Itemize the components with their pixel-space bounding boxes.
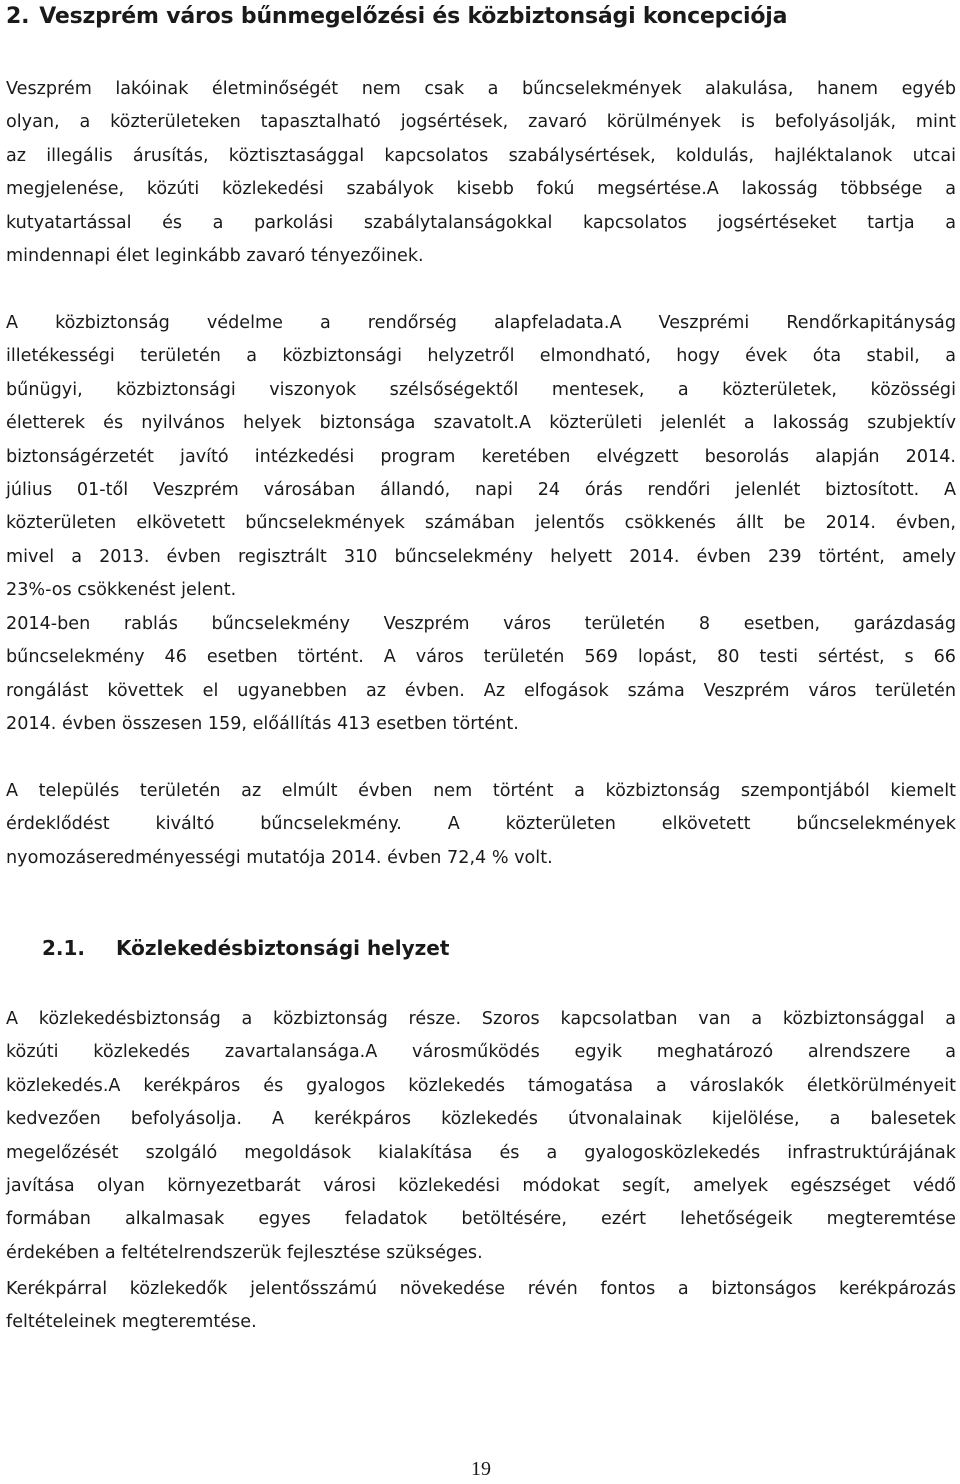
text-line: 2014. évben összesen 159, előállítás 413 esetben történt. — [6, 714, 519, 735]
text-line: olyan, a közterületeken tapasztalható jogsértések, zavaró körülmények is befolyásolják, mint — [6, 112, 956, 133]
text-line: kedvezően befolyásolja. A kerékpáros közlekedés útvonalainak kijelölése, a balesetek — [6, 1109, 956, 1130]
text-line: életterek és nyilvános helyek biztonsága szavatolt.A közterületi jelenlét a lakosság szubjektív — [6, 413, 956, 434]
text-line: A közbiztonság védelme a rendőrség alapfeladata.A Veszprémi Rendőrkapitányság — [6, 313, 956, 333]
text-line: kutyatartással és a parkolási szabálytalanságokkal kapcsolatos jogsértéseket tartja a — [6, 212, 956, 233]
paragraph-public-safety — [6, 307, 956, 608]
section-title: Veszprém város bűnmegelőzési és közbiztonsági koncepciója — [39, 4, 788, 29]
paragraph-crime-stats — [6, 608, 956, 742]
text-line: Veszprém lakóinak életminőségét nem csak a bűncselekmények alakulása, hanem egyéb — [6, 79, 956, 99]
text-line: A település területén az elmúlt évben nem történt a közbiztonság szempontjából kiemelt — [6, 781, 956, 801]
paragraph-investigation — [6, 775, 956, 875]
paragraph-traffic-safety — [6, 1003, 956, 1270]
text-line: érdeklődést kiváltó bűncselekmény. A közterületen elkövetett bűncselekmények — [6, 814, 956, 835]
paragraph-cycling — [6, 1273, 956, 1340]
text-line: közlekedés.A kerékpáros és gyalogos közlekedés támogatása a városlakók életkörülményeit — [6, 1075, 956, 1096]
text-line: feltételeinek megteremtése. — [6, 1312, 257, 1333]
page-number: 19 — [471, 1458, 491, 1480]
subsection-heading — [42, 936, 449, 960]
text-line: illetékességi területén a közbiztonsági helyzetről elmondható, hogy évek óta stabil, a — [6, 346, 956, 367]
text-line: javítása olyan környezetbarát városi közlekedési módokat segít, amelyek egészséget védő — [6, 1176, 956, 1197]
text-line: megjelenése, közúti közlekedési szabályok kisebb fokú megsértése.A lakosság többsége a — [6, 179, 956, 200]
text-line: 2014-ben rablás bűncselekmény Veszprém város területén 8 esetben, garázdaság — [6, 614, 956, 634]
subsection-title: Közlekedésbiztonsági helyzet — [116, 936, 450, 960]
document-page — [6, 0, 956, 1484]
text-line: érdekében a feltételrendszerük fejlesztése szükséges. — [6, 1242, 483, 1263]
section-heading — [6, 4, 787, 29]
text-line: megelőzését szolgáló megoldások kialakítása és a gyalogosközlekedés infrastruktúrájának — [6, 1142, 956, 1163]
text-line: bűncselekmény 46 esetben történt. A város területén 569 lopást, 80 testi sértést, s 66 — [6, 647, 956, 668]
text-line: Kerékpárral közlekedők jelentősszámú növekedése révén fontos a biztonságos kerékpározás — [6, 1279, 956, 1299]
text-line: mindennapi élet leginkább zavaró tényezőinek. — [6, 246, 424, 267]
subsection-number: 2.1. — [42, 936, 86, 960]
paragraph-intro — [6, 73, 956, 273]
text-line: közúti közlekedés zavartalansága.A városműködés egyik meghatározó alrendszere a — [6, 1042, 956, 1063]
text-line: nyomozáseredményességi mutatója 2014. évben 72,4 % volt. — [6, 847, 553, 868]
text-line: július 01-től Veszprém városában állandó, napi 24 órás rendőri jelenlét biztosított. A — [6, 480, 956, 501]
text-line: közterületen elkövetett bűncselekmények számában jelentős csökkenés állt be 2014. évben, — [6, 513, 956, 534]
text-line: biztonságérzetét javító intézkedési program keretében elvégzett besorolás alapján 2014. — [6, 446, 956, 467]
text-line: A közlekedésbiztonság a közbiztonság része. Szoros kapcsolatban van a közbiztonsággal a — [6, 1009, 956, 1029]
section-number: 2. — [6, 4, 30, 29]
text-line: az illegális árusítás, köztisztasággal kapcsolatos szabálysértések, koldulás, hajléktalanok utcai — [6, 145, 956, 166]
text-line: 23%-os csökkenést jelent. — [6, 580, 237, 601]
text-line: formában alkalmasak egyes feladatok betöltésére, ezért lehetőségeik megteremtése — [6, 1209, 956, 1230]
text-line: mivel a 2013. évben regisztrált 310 bűncselekmény helyett 2014. évben 239 történt, amely — [6, 546, 956, 567]
text-line: bűnügyi, közbiztonsági viszonyok szélsőségektől mentesek, a közterületek, közösségi — [6, 379, 956, 400]
text-line: rongálást követtek el ugyanebben az évben. Az elfogások száma Veszprém város területén — [6, 680, 956, 701]
